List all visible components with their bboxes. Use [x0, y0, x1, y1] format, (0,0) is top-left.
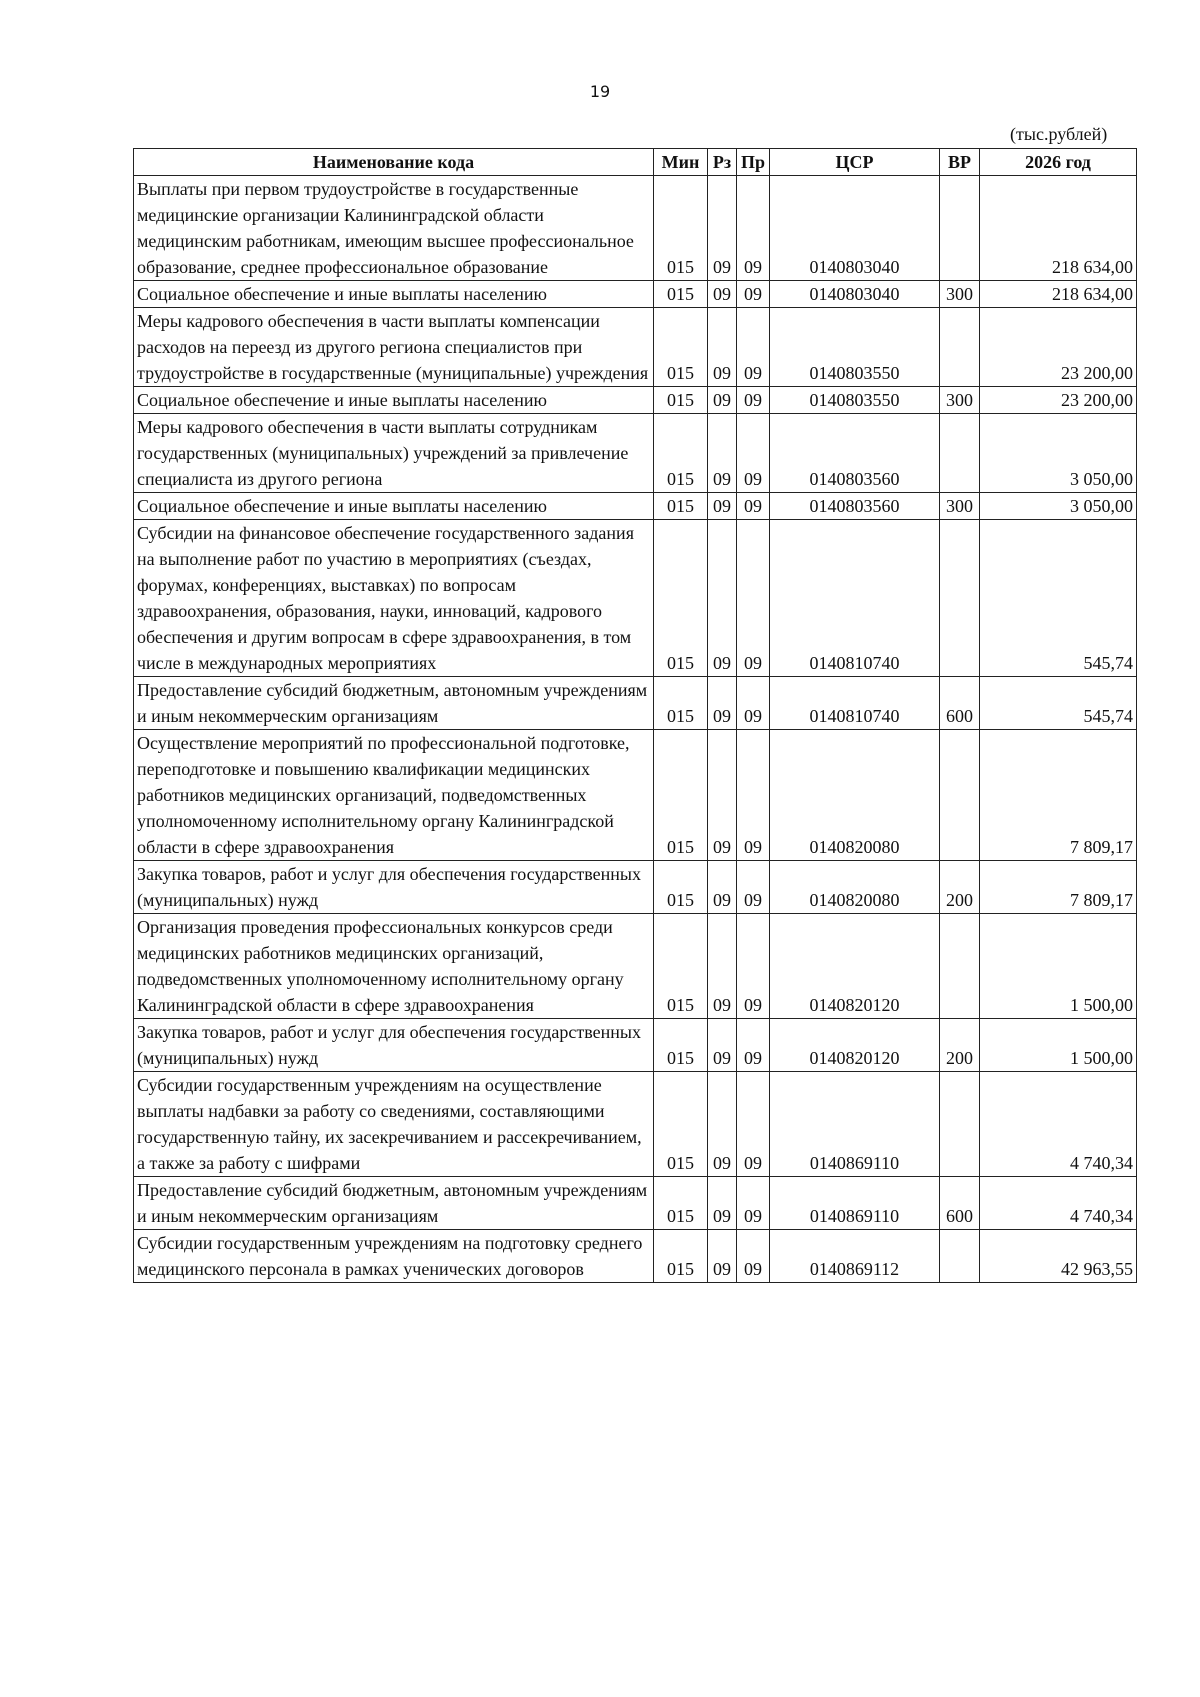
- header-min: Мин: [654, 149, 708, 176]
- row-vr: 300: [940, 281, 980, 308]
- row-pr: 09: [737, 281, 770, 308]
- row-csr: 0140803040: [770, 176, 940, 281]
- row-min: 015: [654, 308, 708, 387]
- row-amount: 1 500,00: [980, 1019, 1137, 1072]
- row-min: 015: [654, 387, 708, 414]
- row-min: 015: [654, 1177, 708, 1230]
- row-amount: 1 500,00: [980, 914, 1137, 1019]
- row-name: Меры кадрового обеспечения в части выплаты компенсации расходов на переезд из другого региона специалистов при трудоустройстве в государственные (муниципальные) учреждения: [134, 308, 654, 387]
- row-amount: 3 050,00: [980, 493, 1137, 520]
- row-name: Закупка товаров, работ и услуг для обеспечения государственных (муниципальных) нужд: [134, 861, 654, 914]
- row-min: 015: [654, 1019, 708, 1072]
- header-pr: Пр: [737, 149, 770, 176]
- row-rz: 09: [708, 861, 737, 914]
- row-amount: 42 963,55: [980, 1230, 1137, 1283]
- row-vr: [940, 520, 980, 677]
- header-rz: Рз: [708, 149, 737, 176]
- table-row: [134, 520, 1137, 677]
- table-row: [134, 308, 1137, 387]
- row-rz: 09: [708, 308, 737, 387]
- row-name: Субсидии на финансовое обеспечение государственного задания на выполнение работ по участию в мероприятиях (съездах, форумах, конференциях, выставках) по вопросам здравоохранения, образования, науки, инноваций, кадрового обеспечения и другим вопросам в сфере здравоохранения, в том числе в международных мероприятиях: [134, 520, 654, 677]
- row-csr: 0140869112: [770, 1230, 940, 1283]
- row-name: Социальное обеспечение и иные выплаты населению: [134, 281, 654, 308]
- row-csr: 0140820120: [770, 1019, 940, 1072]
- row-min: 015: [654, 730, 708, 861]
- row-pr: 09: [737, 1230, 770, 1283]
- row-min: 015: [654, 914, 708, 1019]
- table-row: [134, 677, 1137, 730]
- units-label: (тыс.рублей): [1010, 124, 1108, 144]
- row-rz: 09: [708, 281, 737, 308]
- row-name: Предоставление субсидий бюджетным, автономным учреждениям и иным некоммерческим организациям: [134, 1177, 654, 1230]
- row-pr: 09: [737, 414, 770, 493]
- row-csr: 0140803550: [770, 387, 940, 414]
- row-amount: 23 200,00: [980, 308, 1137, 387]
- row-min: 015: [654, 520, 708, 677]
- row-rz: 09: [708, 1177, 737, 1230]
- row-pr: 09: [737, 520, 770, 677]
- row-amount: 4 740,34: [980, 1177, 1137, 1230]
- row-name: Организация проведения профессиональных конкурсов среди медицинских работников медицинских организаций, подведомственных уполномоченному исполнительному органу Калининградской области в сфере здравоохранения: [134, 914, 654, 1019]
- row-name: Субсидии государственным учреждениям на осуществление выплаты надбавки за работу со сведениями, составляющими государственную тайну, их засекречиванием и рассекречиванием, а также за работу с шифрами: [134, 1072, 654, 1177]
- row-rz: 09: [708, 176, 737, 281]
- row-pr: 09: [737, 493, 770, 520]
- row-min: 015: [654, 1230, 708, 1283]
- row-rz: 09: [708, 520, 737, 677]
- row-amount: 4 740,34: [980, 1072, 1137, 1177]
- row-min: 015: [654, 861, 708, 914]
- table-body: [134, 176, 1137, 1283]
- row-amount: 23 200,00: [980, 387, 1137, 414]
- row-vr: [940, 1072, 980, 1177]
- row-rz: 09: [708, 914, 737, 1019]
- row-name: Меры кадрового обеспечения в части выплаты сотрудникам государственных (муниципальных) учреждений за привлечение специалиста из другого региона: [134, 414, 654, 493]
- row-vr: [940, 1230, 980, 1283]
- row-min: 015: [654, 493, 708, 520]
- row-amount: 545,74: [980, 520, 1137, 677]
- row-csr: 0140869110: [770, 1072, 940, 1177]
- row-amount: 7 809,17: [980, 730, 1137, 861]
- table-header-row: [134, 149, 1137, 176]
- row-min: 015: [654, 414, 708, 493]
- row-amount: 7 809,17: [980, 861, 1137, 914]
- row-vr: 300: [940, 493, 980, 520]
- row-pr: 09: [737, 861, 770, 914]
- row-amount: 3 050,00: [980, 414, 1137, 493]
- table-row: [134, 861, 1137, 914]
- table-row: [134, 387, 1137, 414]
- row-pr: 09: [737, 677, 770, 730]
- row-vr: 600: [940, 677, 980, 730]
- row-csr: 0140803560: [770, 414, 940, 493]
- table-row: [134, 414, 1137, 493]
- row-csr: 0140803550: [770, 308, 940, 387]
- table-row: [134, 1177, 1137, 1230]
- row-csr: 0140820120: [770, 914, 940, 1019]
- row-rz: 09: [708, 1230, 737, 1283]
- row-rz: 09: [708, 1072, 737, 1177]
- row-csr: 0140803560: [770, 493, 940, 520]
- row-rz: 09: [708, 730, 737, 861]
- row-vr: 300: [940, 387, 980, 414]
- row-vr: 200: [940, 861, 980, 914]
- row-pr: 09: [737, 1072, 770, 1177]
- row-csr: 0140810740: [770, 677, 940, 730]
- row-vr: 600: [940, 1177, 980, 1230]
- row-amount: 218 634,00: [980, 281, 1137, 308]
- row-min: 015: [654, 677, 708, 730]
- budget-table: [133, 148, 1137, 1283]
- row-min: 015: [654, 176, 708, 281]
- row-name: Предоставление субсидий бюджетным, автономным учреждениям и иным некоммерческим организациям: [134, 677, 654, 730]
- header-csr: ЦСР: [770, 149, 940, 176]
- header-vr: ВР: [940, 149, 980, 176]
- row-csr: 0140820080: [770, 861, 940, 914]
- row-vr: [940, 914, 980, 1019]
- row-pr: 09: [737, 914, 770, 1019]
- table-row: [134, 914, 1137, 1019]
- table-row: [134, 176, 1137, 281]
- row-pr: 09: [737, 176, 770, 281]
- table-row: [134, 1072, 1137, 1177]
- row-vr: [940, 730, 980, 861]
- table-row: [134, 1019, 1137, 1072]
- row-name: Выплаты при первом трудоустройстве в государственные медицинские организации Калининградской области медицинским работникам, имеющим высшее профессиональное образование, среднее профессиональное образование: [134, 176, 654, 281]
- header-year: 2026 год: [980, 149, 1137, 176]
- row-csr: 0140820080: [770, 730, 940, 861]
- row-rz: 09: [708, 414, 737, 493]
- row-min: 015: [654, 1072, 708, 1177]
- row-name: Субсидии государственным учреждениям на подготовку среднего медицинского персонала в рамках ученических договоров: [134, 1230, 654, 1283]
- row-pr: 09: [737, 730, 770, 861]
- row-pr: 09: [737, 387, 770, 414]
- table-row: [134, 493, 1137, 520]
- row-rz: 09: [708, 387, 737, 414]
- row-vr: [940, 308, 980, 387]
- page-number: 19: [589, 82, 611, 101]
- row-name: Социальное обеспечение и иные выплаты населению: [134, 493, 654, 520]
- table-row: [134, 1230, 1137, 1283]
- row-amount: 218 634,00: [980, 176, 1137, 281]
- row-rz: 09: [708, 677, 737, 730]
- row-pr: 09: [737, 308, 770, 387]
- row-rz: 09: [708, 493, 737, 520]
- row-rz: 09: [708, 1019, 737, 1072]
- row-amount: 545,74: [980, 677, 1137, 730]
- row-csr: 0140869110: [770, 1177, 940, 1230]
- table-row: [134, 730, 1137, 861]
- row-csr: 0140810740: [770, 520, 940, 677]
- row-vr: 200: [940, 1019, 980, 1072]
- table-row: [134, 281, 1137, 308]
- row-min: 015: [654, 281, 708, 308]
- row-pr: 09: [737, 1019, 770, 1072]
- row-name: Социальное обеспечение и иные выплаты населению: [134, 387, 654, 414]
- row-name: Осуществление мероприятий по профессиональной подготовке, переподготовке и повышению квалификации медицинских работников медицинских организаций, подведомственных уполномоченному исполнительному органу Калининградской области в сфере здравоохранения: [134, 730, 654, 861]
- header-name: Наименование кода: [134, 149, 654, 176]
- row-csr: 0140803040: [770, 281, 940, 308]
- row-name: Закупка товаров, работ и услуг для обеспечения государственных (муниципальных) нужд: [134, 1019, 654, 1072]
- row-vr: [940, 414, 980, 493]
- row-vr: [940, 176, 980, 281]
- row-pr: 09: [737, 1177, 770, 1230]
